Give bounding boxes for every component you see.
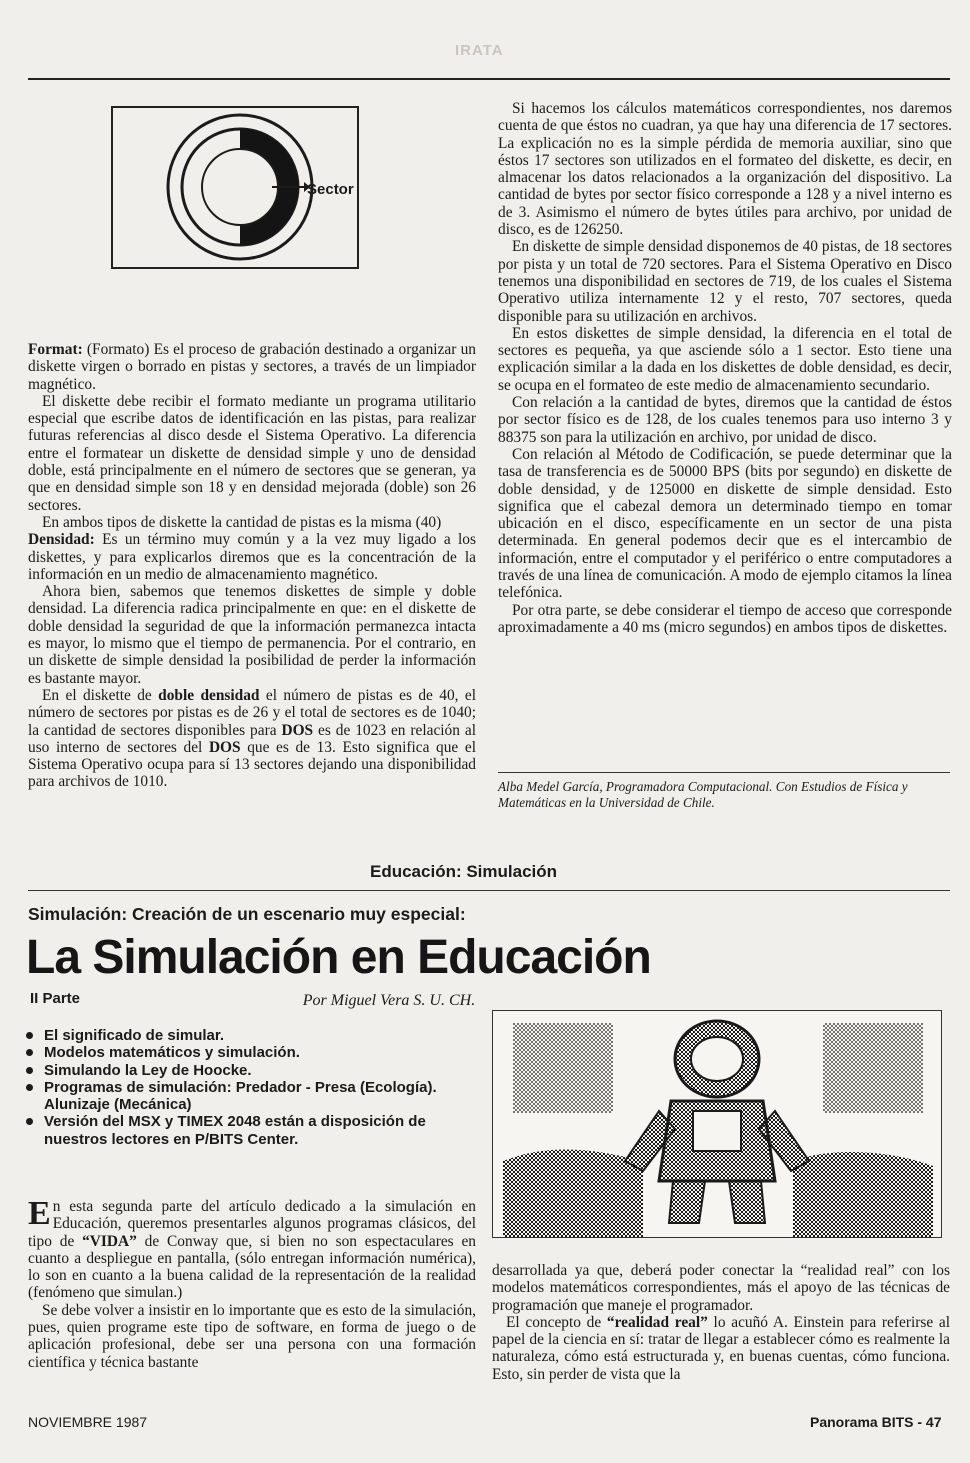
sector-label: Sector [307,181,354,198]
astronaut-figure [625,1021,809,1223]
coding-method-paragraph: Con relación al Método de Codificación, se puede determinar que la tasa de transferencia es de 50000 BPS (bits por segundo) en diskette de doble densidad, y de 125000 en diskette de simple densidad. Esto significa que el cabezal demora un determinado tiempo en tomar ubicación en el disco, específicamente en un sector de una pista determinada. En general podemos decir que es el intercambio de información, entre el computador y el periférico o entre computadores a través de una línea de comunicación. A modo de ejemplo citamos la línea telefónica. [498,445,952,602]
intro-text-c: de Conway que, si bien no son espectaculares en cuanto a despliegue en pantalla, (sólo entregan información numérica), lo son en cuanto a la buena calidad de la representación de la realidad (fenómeno que simulan.) [28,1232,476,1302]
density-term: Densidad: [28,531,95,549]
cont-text-c: lo acuñó A. Einstein para referirse al papel de la ciencia en sí: tratar de llegar a establecer cómo es realmente la naturaleza, cómo está estructurada y, en buenas cuentas, cómo funciona. Esto, sin perder de vista que la [492,1313,950,1383]
format-definition: (Formato) Es el proceso de grabación destinado a organizar un diskette virgen o borrado en pistas y sectores, a través de un limpiador magnético. [28,341,476,393]
intro-vida: “VIDA” [82,1232,137,1250]
section-tag: Educación: Simulación [370,862,558,881]
disk-hub [202,149,278,225]
density-paragraph-2: Ahora bien, sabemos que tenemos diskettes de simple y doble densidad. La diferencia radica principalmente en que: en el diskette de doble densidad la seguridad de que la información permanezca intacta es mayor, lo mismo que el tiempo de permanencia. Por el contrario, en un diskette de simple densidad la posibilidad de perder la información es bastante mayor. [28,583,476,687]
density-paragraph [28,531,476,583]
calc-paragraph: Si hacemos los cálculos matemáticos correspondientes, nos daremos cuenta de que éstos no cuadran, ya que hay una diferencia de 17 sectores. La explicación no es la simple pérdida de memoria auxiliar, sino que éstos 17 sectores son utilizados en el formateo del diskette, es decir, en almacenar los datos relacionados a la organización del dispositivo. La cantidad de bytes por sector físico corresponde a 128 y a nivel interno es de 3. Asimismo el número de bytes útiles para archivo, por unidad de disco, es de 126250. [498,100,952,239]
summary-item: Alunizaje (Mecánica) [44,1096,192,1114]
density-definition: Es un término muy común y a la vez muy ligado a los diskettes, y para explicarlos diremos que es la concentración de la información en un medio de almacenamiento magnético. [28,531,476,583]
article-byline: Por Miguel Vera S. U. CH. [302,992,476,1009]
summary-item: Modelos matemáticos y simulación. [24,1044,484,1061]
signature-rule [498,772,950,773]
astronaut-illustration [492,1010,942,1238]
dd-dos-2: DOS [208,738,241,756]
continuation-paragraph-2 [492,1314,950,1383]
intro-paragraph-2: Se debe volver a insistir en lo importante que es esto de la simulación, pues, quien programe este tipo de software, en forma de juego o de aplicación profesional, debe ser una persona con una formación científica y técnica bastante [28,1301,476,1371]
article-continuation-text [492,1262,950,1383]
section-rule [28,890,950,891]
sector-difference-paragraph: En estos diskettes de simple densidad, la diferencia en el total de sectores es pequeña, ya que asciende sólo a 1 sector. Esto tiene una explicación similar a la dada en los diskettes de doble densidad, es decir, se ocupa en el formateo de este medio de almacenamiento secundario. [498,324,952,394]
format-paragraph [28,341,476,393]
format-term: Format: [28,341,83,358]
format-paragraph-3: En ambos tipos de diskette la cantidad de pistas es la misma (40) [42,513,442,531]
summary-item: Programas de simulación: Predador - Presa (Ecología). [24,1079,484,1096]
access-time-paragraph: Por otra parte, se debe considerar el tiempo de acceso que corresponde aproximadamente a 40 ms (micro segundos) en ambos tipos de diskettes. [498,601,952,636]
top-rule [28,78,950,80]
left-column-text [28,341,476,791]
bytes-paragraph: Con relación a la cantidad de bytes, diremos que la cantidad de éstos por sector físico es de 128, de los cuales tenemos para uso interno 3 y 88375 son para la utilización en archivo, por unidad de disco. [498,394,952,446]
footer-page: Panorama BITS - 47 [810,1414,942,1430]
dd-text-g: que es de 13. Esto significa que el Sistema Operativo ocupa para sí 13 sectores dejando una disponibilidad para archivos de 1010. [28,738,476,791]
dd-text-c: el número de pistas es de 40, el número de sectores por pistas es de 26 y el total de sectores es de 1040; la cantidad de sectores disponibles para [28,686,476,739]
header-mark: IRATA [455,42,504,59]
right-column-text [498,100,952,636]
summary-item: Simulando la Ley de Hoocke. [24,1062,484,1079]
simple-density-paragraph: En diskette de simple densidad disponemos de 40 pistas, de 18 sectores por pista y un total de 720 sectores. Para el Sistema Operativo en Disco tenemos una disponibilidad en sectores de 719, de los cuales el Sistema Operativo utiliza internamente 12 y el resto, 707 sectores, queda disponible para su utilización en archivos. [498,238,952,325]
dd-dos-1: DOS [281,721,314,739]
article-title: La Simulación en Educación [26,931,651,984]
article-summary-list [24,1027,484,1148]
intro-paragraph-1 [28,1195,476,1302]
footer-date: NOVIEMBRE 1987 [28,1414,148,1430]
double-density-paragraph [28,687,476,791]
dd-text-e: es de 1023 en relación al uso interno de sectores del [28,721,476,756]
author-signature: Alba Medel García, Programadora Computacional. Con Estudios de Física y Matemáticas en la Universidad de Chile. [498,779,908,810]
article-intro-text [28,1195,476,1371]
dd-term: doble densidad [158,686,260,704]
article-overline: Simulación: Creación de un escenario muy especial: [28,904,466,924]
intro-text-a: n esta segunda parte del artículo dedicado a la simulación en Educación, queremos presentarles algunos programas clásicos, del tipo de [28,1198,476,1250]
format-paragraph-2: El diskette debe recibir el formato mediante un programa utilitario especial que escribe datos de identificación en las pistas, para realizar futuras referencias al disco desde el Sistema Operativo. La diferencia entre el formatear un diskette de densidad simple y uno de densidad doble, está principalmente en el número de sectores que se generan, ya que en densidad simple son 18 y en densidad mejorada (doble) son 26 sectores. [28,392,476,514]
summary-item: El significado de simular. [24,1027,484,1044]
astronaut-pixel-art [493,1011,941,1237]
dd-text-a: En el diskette de [42,686,159,704]
drop-cap: E [28,1195,51,1232]
continuation-paragraph-1: desarrollada ya que, deberá poder conectar la “realidad real” con los modelos matemáticos correspondientes, más el apoyo de las técnicas de programación que maneje el programador. [492,1262,950,1314]
summary-item: Versión del MSX y TIMEX 2048 están a disposición de nuestros lectores en P/BITS Center. [24,1113,484,1148]
cont-realidad: “realidad real” [606,1313,708,1331]
cont-text-a: El concepto de [506,1313,607,1331]
article-part: II Parte [30,990,81,1007]
